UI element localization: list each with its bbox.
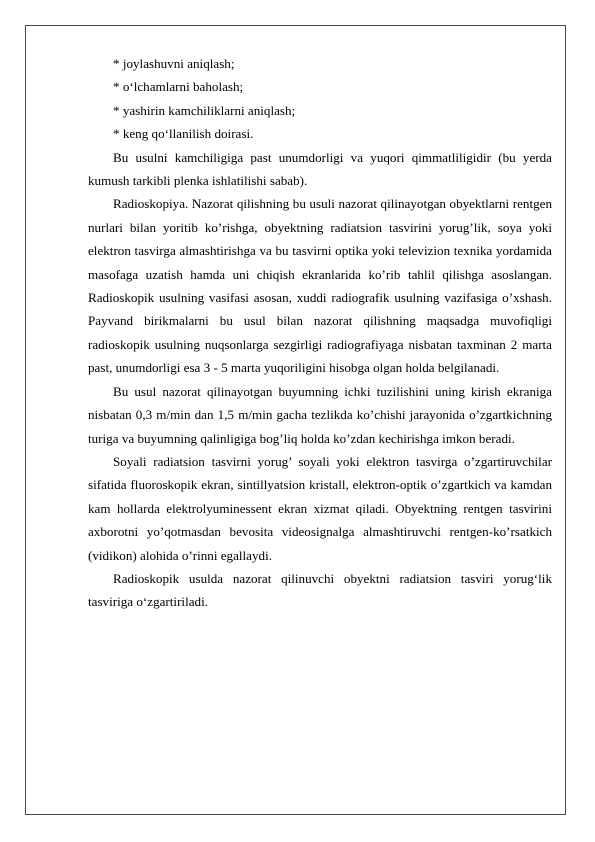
bullet-item: * o‘lchamlarni baholash; (113, 79, 244, 95)
paragraph: Radioskopiya. Nazorat qilishning bu usuli nazorat qilinayotgan obyektlarni rentgen nurlari bilan yoritib ko’rishga, obyektning radiatsion tasvirini yorug’lik, soya yoki elektron tasvirga almashtirishga va bu tasvirni optika yoki televizion texnika yordamida masofaga uzatish hamda uni chiqish ekranlarida ko’rib tahlil qilishga asoslangan. Radioskopik usulning vasifasi asosan, xuddi radiografik usulning vazifasiga o’xshash. Payvand birikmalarni bu usul bilan nazorat qilishning maqsadga muvofiqligi radioskopik usulning nuqsonlarga sezgirligi radiografiyaga nisbatan taxminan 2 marta past, unumdorligi esa 3 - 5 marta yuqoriligini hisobga olgan holda belgilanadi. (88, 196, 552, 376)
bullet-item: * yashirin kamchiliklarni aniqlash; (113, 102, 296, 118)
document-body (88, 52, 552, 614)
paragraph: Bu usulni kamchiligiga past unumdorligi va yuqori qimmatliligidir (bu yerda kumush tarkibli plenka ishlatilishi sabab). (88, 149, 552, 189)
paragraph: Radioskopik usulda nazorat qilinuvchi obyektni radiatsion tasviri yorug‘lik tasviriga o‘zgartiriladi. (88, 570, 552, 610)
paragraph: Soyali radiatsion tasvirni yorug’ soyali yoki elektron tasvirga o’zgartiruvchilar sifatida fluoroskopik ekran, sintillyatsion kristall, elektron-optik o’zgartkich va kamdan kam hollarda elektrolyuminessent ekran xizmat qiladi. Obyektning rentgen tasvirini axborotni yo’qotmasdan bevosita videosignalga almashtiruvchi rentgen-ko’rsatkich (vidikon) alohida o’rinni egallaydi. (88, 453, 552, 563)
paragraph: Bu usul nazorat qilinayotgan buyumning ichki tuzilishini uning kirish ekraniga nisbatan 0,3 m/min dan 1,5 m/min gacha tezlikda ko’chishi jarayonida o’zgartkichning turiga va buyumning qalinligiga bog’liq holda ko’zdan kechirishga imkon beradi. (88, 383, 552, 446)
bullet-item: * joylashuvni aniqlash; (113, 56, 235, 71)
bullet-item: * keng qo‘llanilish doirasi. (113, 126, 254, 142)
